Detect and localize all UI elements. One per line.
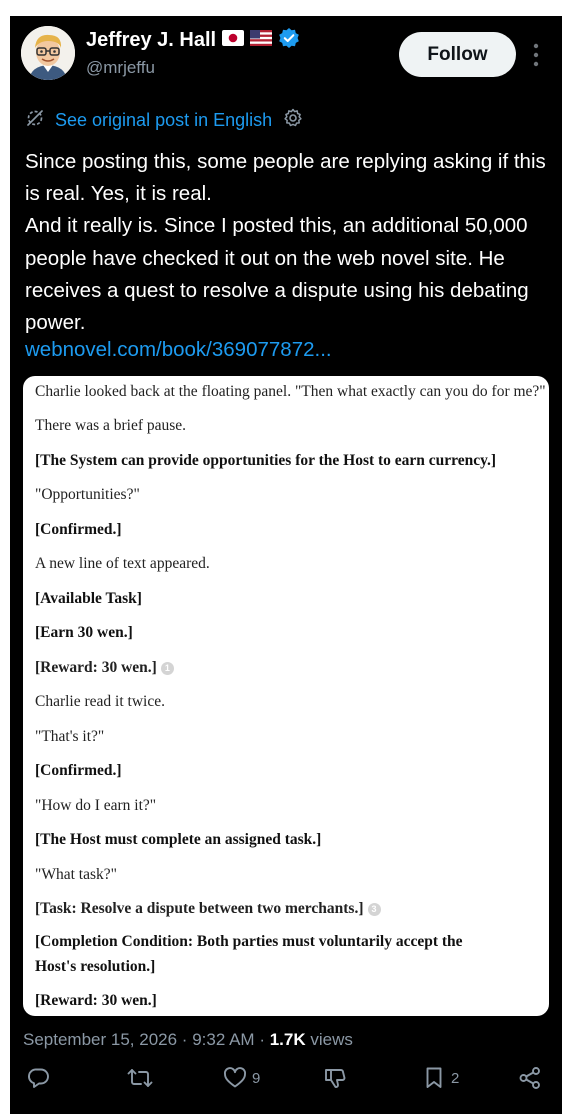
post-link[interactable]: webnovel.com/book/369077872... [25,338,332,361]
excerpt-line-with-note [35,659,174,677]
excerpt-line: Charlie read it twice. [35,693,165,710]
post-time: 9:32 AM [192,1030,255,1049]
excerpt-line: Charlie looked back at the floating panel. "Then what exactly can you do for me?" [35,383,546,400]
post-detail [10,16,562,1114]
meta-separator: · [181,1030,188,1049]
like-button[interactable] [222,1061,260,1095]
post-date: September 15, 2026 [23,1030,178,1049]
us-flag-icon [250,30,272,51]
views-count[interactable]: 1.7K [269,1030,306,1049]
post-meta [23,1030,353,1050]
excerpt-line: A new line of text appeared. [35,555,210,572]
author-handle[interactable]: @mrjeffu [86,58,155,77]
more-options-icon[interactable] [529,42,543,68]
excerpt-line: "What task?" [35,866,117,883]
excerpt-line: "How do I earn it?" [35,797,157,814]
heart-icon [222,1065,248,1091]
author-name[interactable]: Jeffrey J. Hall [86,29,217,51]
excerpt-line: "Opportunities?" [35,486,140,503]
post-text: Since posting this, some people are replying asking if this is real. Yes, it is real. And it really is. Since I posted this, an additional 50,000 people have checked it out on the web novel site. He receives a quest to resolve a dispute using his debating power. [25,150,546,335]
meta-separator: · [259,1030,265,1049]
follow-button[interactable]: Follow [399,32,516,77]
bookmark-button[interactable] [421,1061,459,1095]
action-bar [10,1061,562,1095]
excerpt-line: [The Host must complete an assigned task.] [35,831,322,848]
repost-icon [126,1065,154,1091]
like-count: 9 [252,1069,261,1087]
avatar-illustration [21,26,75,80]
bookmark-count: 2 [451,1069,460,1087]
excerpt-line: [Task: Resolve a dispute between two merchants.] [35,900,364,917]
footnote-badge[interactable]: 3 [368,903,381,916]
excerpt-line: [Confirmed.] [35,521,122,538]
verified-badge-icon [278,27,300,54]
excerpt-line-with-note [35,900,381,918]
share-icon [517,1065,543,1091]
translate-icon [25,108,45,133]
translation-bar [25,107,304,134]
repost-button[interactable] [126,1061,154,1095]
footnote-badge[interactable]: 1 [161,662,174,675]
translation-settings-gear-icon[interactable] [282,107,304,134]
excerpt-line: [Confirmed.] [35,762,122,779]
see-original-link[interactable]: See original post in English [55,110,273,130]
excerpt-line: [The System can provide opportunities for the Host to earn currency.] [35,452,497,469]
excerpt-line: [Completion Condition: Both parties must voluntarily accept the Host's resolution.] [35,933,463,975]
excerpt-line: There was a brief pause. [35,417,187,434]
excerpt-line: [Reward: 30 wen.] [35,992,157,1009]
author-name-row[interactable] [86,27,300,54]
dislike-icon [322,1065,348,1091]
dislike-button[interactable] [322,1061,348,1095]
avatar[interactable] [21,26,75,80]
reply-button[interactable] [26,1061,52,1095]
excerpt-line: [Earn 30 wen.] [35,624,133,641]
excerpt-image[interactable] [23,376,549,1016]
share-button[interactable] [517,1061,543,1095]
japan-flag-icon [222,30,244,51]
excerpt-line: "That's it?" [35,728,105,745]
reply-icon [26,1065,52,1091]
views-label: views [310,1030,353,1049]
excerpt-line: [Reward: 30 wen.] [35,659,157,676]
excerpt-line: [Available Task] [35,590,142,607]
bookmark-icon [421,1065,447,1091]
